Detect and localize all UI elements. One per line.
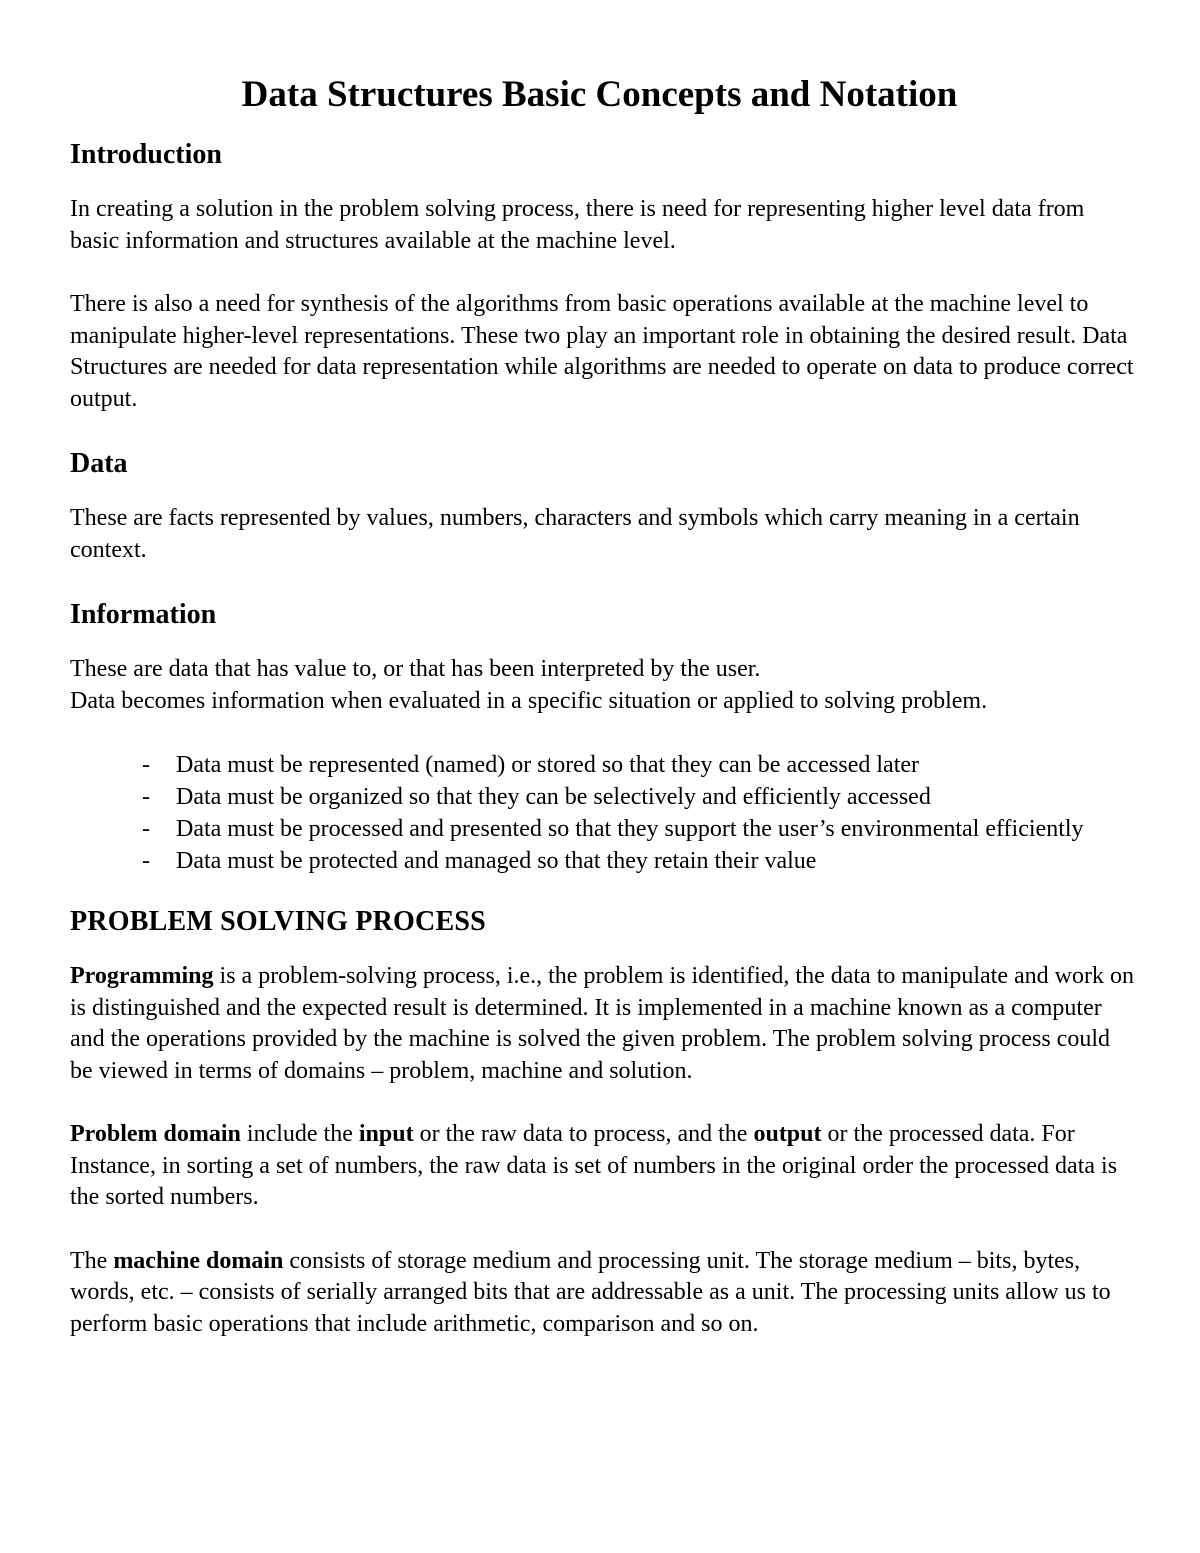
information-line-2: Data becomes information when evaluated in a specific situation or applied to solving problem. bbox=[70, 687, 988, 714]
problem-solving-heading: PROBLEM SOLVING PROCESS bbox=[70, 906, 486, 937]
bullet-marker: - bbox=[142, 816, 150, 842]
introduction-paragraph-2: There is also a need for synthesis of the algorithms from basic operations available at the machine level to manipulate higher-level representations. These two play an important role in obtaining the desired result. Data Structures are needed for data representation while algorithms are needed to operate on data to produce correct output. bbox=[70, 291, 1134, 412]
information-line-1: These are data that has value to, or that has been interpreted by the user. bbox=[70, 656, 761, 682]
document-page bbox=[70, 72, 1135, 1372]
machine-domain-text-0: The bbox=[70, 1247, 114, 1274]
problem-domain-text-3: or the processed data. For Instance, in sorting a set of numbers, the raw data is set of numbers in the original order the processed data is the sorted numbers. bbox=[70, 1121, 1118, 1210]
bullet-marker: - bbox=[142, 752, 150, 778]
problem-domain-paragraph bbox=[70, 1119, 1135, 1214]
problem-domain-text-1: include the bbox=[240, 1121, 359, 1147]
programming-term: Programming bbox=[70, 963, 214, 989]
list-item-text: Data must be represented (named) or stored so that they can be accessed later bbox=[176, 752, 920, 778]
list-item bbox=[70, 781, 1135, 813]
input-term: input bbox=[358, 1121, 414, 1147]
list-item bbox=[70, 813, 1135, 845]
machine-domain-term: machine domain bbox=[113, 1247, 284, 1274]
information-bullet-list bbox=[70, 749, 1135, 877]
problem-domain-text-2: or the raw data to process, and the bbox=[413, 1121, 754, 1147]
information-heading: Information bbox=[70, 599, 217, 630]
machine-domain-paragraph bbox=[70, 1246, 1135, 1341]
document-title: Data Structures Basic Concepts and Notation bbox=[241, 74, 958, 115]
list-item-text: Data must be processed and presented so that they support the user’s environmental efficiently bbox=[176, 816, 1084, 842]
list-item-text: Data must be organized so that they can be selectively and efficiently accessed bbox=[176, 784, 931, 810]
output-term: output bbox=[753, 1121, 822, 1147]
bullet-marker: - bbox=[142, 848, 150, 874]
data-heading: Data bbox=[70, 448, 128, 479]
programming-paragraph bbox=[70, 961, 1135, 1087]
data-paragraph: These are facts represented by values, numbers, characters and symbols which carry meaning in a certain context. bbox=[70, 505, 1080, 563]
list-item bbox=[70, 749, 1135, 781]
problem-domain-term: Problem domain bbox=[70, 1121, 241, 1147]
programming-text: is a problem-solving process, i.e., the problem is identified, the data to manipulate and work on is distinguished and the expected result is determined. It is implemented in a machine known as a computer and the operations provided by the machine is solved the given problem. The problem solving process could be viewed in terms of domains – problem, machine and solution. bbox=[70, 963, 1134, 1084]
list-item bbox=[70, 845, 1135, 877]
bullet-marker: - bbox=[142, 784, 150, 810]
introduction-paragraph-1: In creating a solution in the problem solving process, there is need for representing higher level data from basic information and structures available at the machine level. bbox=[70, 196, 1085, 254]
introduction-heading: Introduction bbox=[70, 139, 222, 170]
machine-domain-text: consists of storage medium and processing unit. The storage medium – bits, bytes, words, etc. – consists of serially arranged bits that are addressable as a unit. The processing units allow us to perform basic operations that include arithmetic, comparison and so on. bbox=[70, 1247, 1111, 1337]
list-item-text: Data must be protected and managed so that they retain their value bbox=[176, 848, 817, 874]
